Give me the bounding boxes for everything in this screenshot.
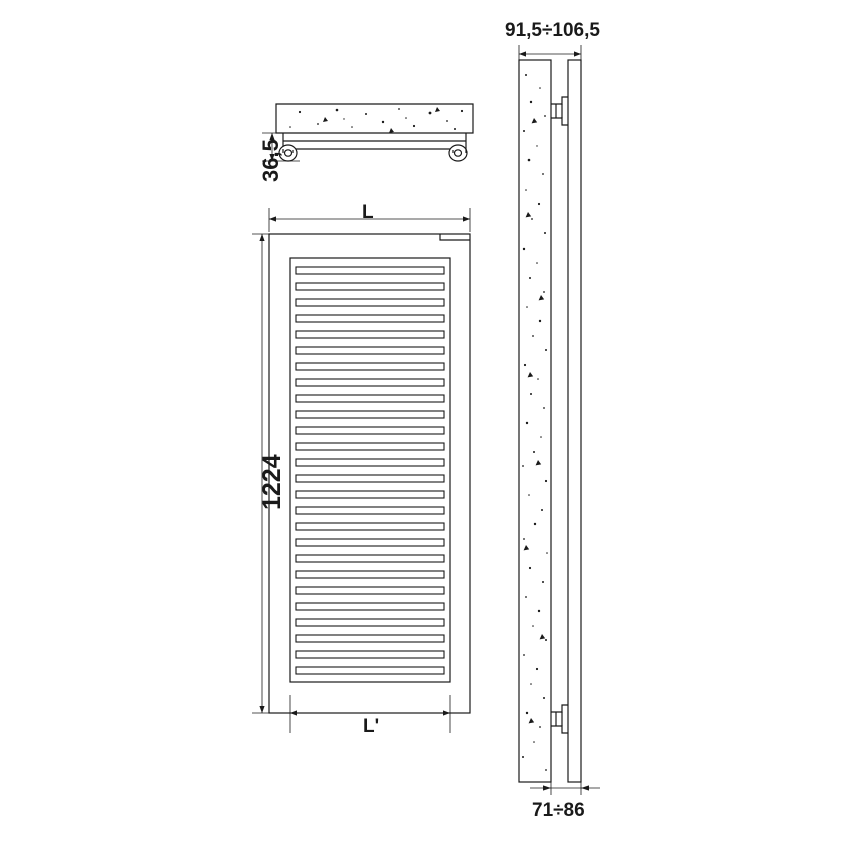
dimension-label-top-width: 91,5÷106,5: [505, 20, 600, 41]
profile-view-group: [519, 45, 600, 795]
dimension-label-width-L: L: [362, 202, 374, 223]
dimension-label-width-L-prime: L': [363, 716, 380, 737]
dimension-label-height: 1224: [258, 454, 286, 510]
side-view-group: [262, 104, 473, 161]
dimension-label-depth: 36,5: [258, 139, 283, 182]
dimension-label-bottom-width: 71÷86: [532, 800, 585, 821]
